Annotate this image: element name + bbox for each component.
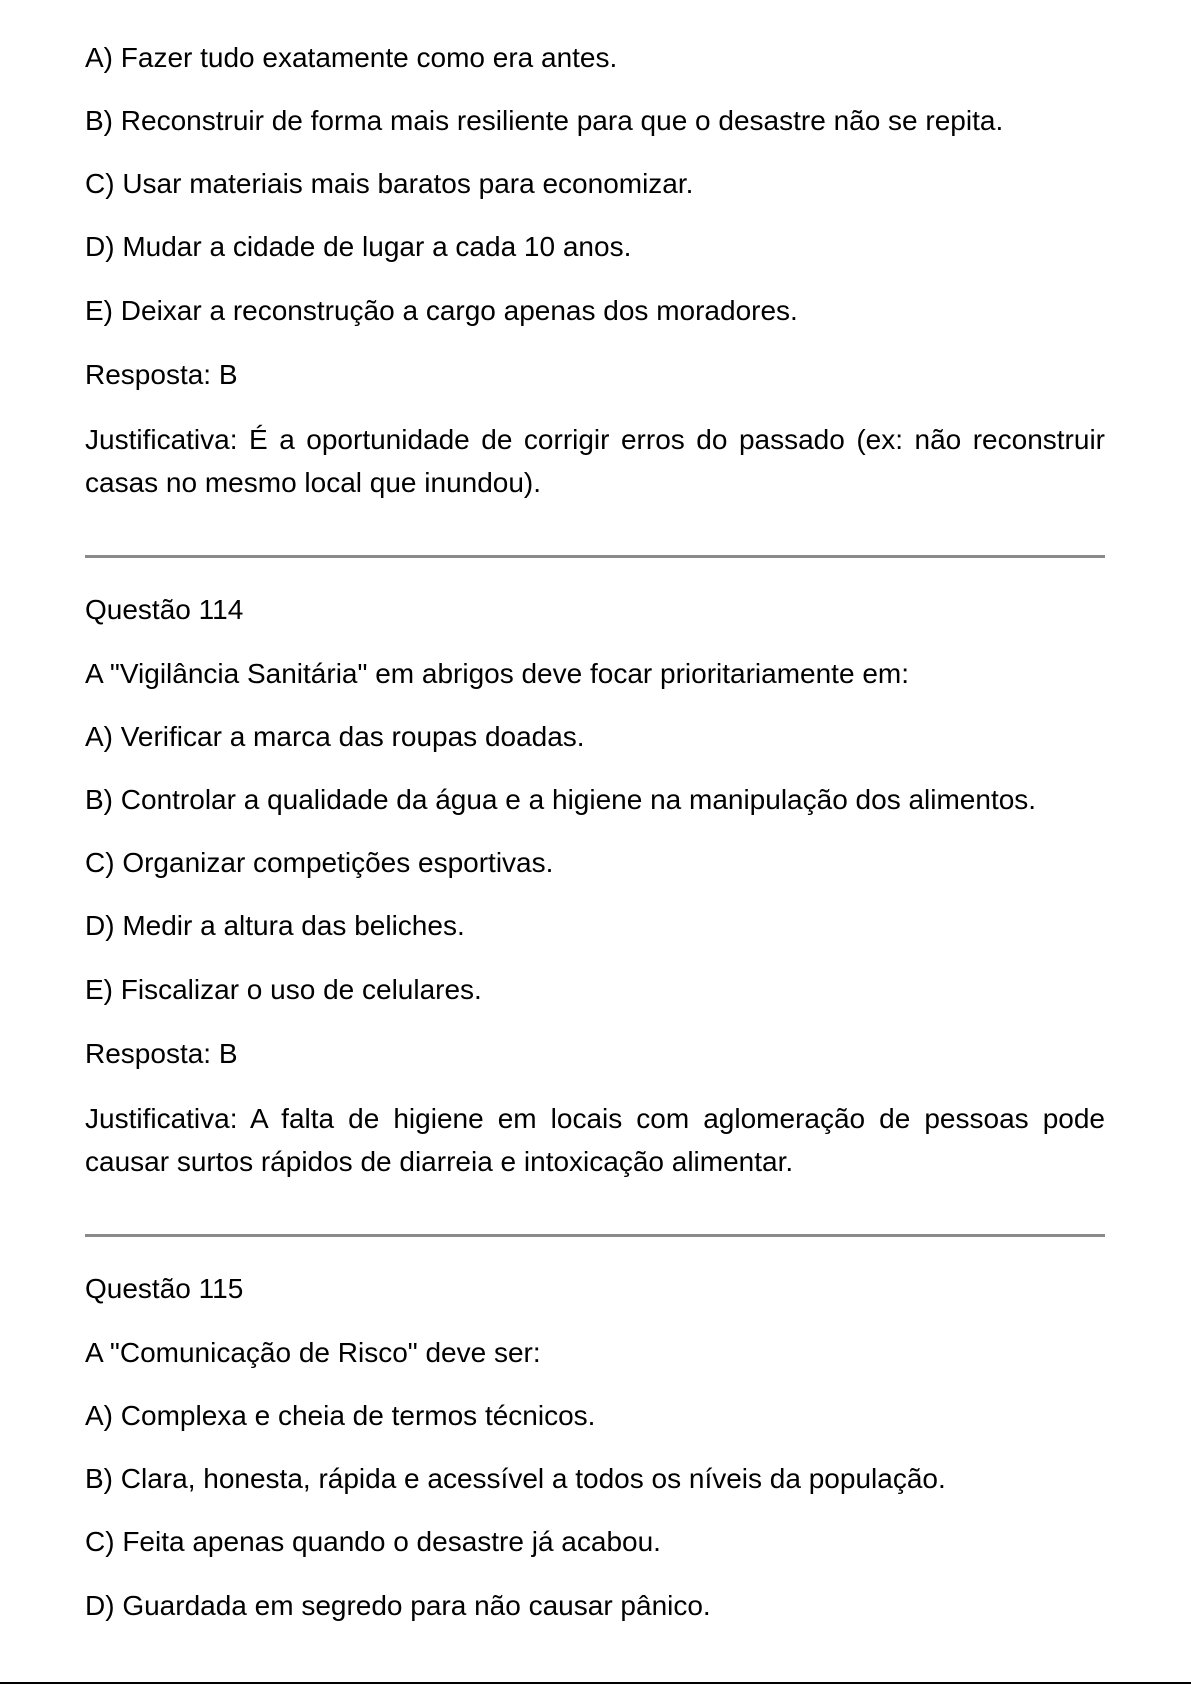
justification: Justificativa: A falta de higiene em locais com aglomeração de pessoas pode causar surtos rápidos de diarreia e intoxicação alimentar. bbox=[85, 1103, 1105, 1177]
page-bottom-edge bbox=[0, 1682, 1191, 1684]
option-a: A) Verificar a marca das roupas doadas. bbox=[85, 721, 585, 752]
section-divider bbox=[85, 1234, 1105, 1237]
option-d: D) Guardada em segredo para não causar pânico. bbox=[85, 1590, 711, 1621]
section-divider bbox=[85, 555, 1105, 558]
option-a: A) Fazer tudo exatamente como era antes. bbox=[85, 42, 618, 73]
option-b: B) Controlar a qualidade da água e a higiene na manipulação dos alimentos. bbox=[85, 784, 1037, 815]
option-d: D) Medir a altura das beliches. bbox=[85, 910, 465, 941]
option-e: E) Deixar a reconstrução a cargo apenas dos moradores. bbox=[85, 295, 798, 326]
option-b: B) Clara, honesta, rápida e acessível a todos os níveis da população. bbox=[85, 1463, 946, 1494]
option-a: A) Complexa e cheia de termos técnicos. bbox=[85, 1400, 596, 1431]
answer: Resposta: B bbox=[85, 359, 238, 390]
option-c: C) Feita apenas quando o desastre já acabou. bbox=[85, 1526, 661, 1557]
option-d: D) Mudar a cidade de lugar a cada 10 anos. bbox=[85, 231, 632, 262]
option-c: C) Organizar competições esportivas. bbox=[85, 847, 554, 878]
option-b: B) Reconstruir de forma mais resiliente para que o desastre não se repita. bbox=[85, 105, 1004, 136]
question-prompt: A "Vigilância Sanitária" em abrigos deve focar prioritariamente em: bbox=[85, 658, 909, 689]
question-title: Questão 115 bbox=[85, 1273, 244, 1304]
answer: Resposta: B bbox=[85, 1038, 238, 1069]
option-e: E) Fiscalizar o uso de celulares. bbox=[85, 974, 482, 1005]
option-c: C) Usar materiais mais baratos para economizar. bbox=[85, 168, 694, 199]
question-title: Questão 114 bbox=[85, 594, 244, 625]
question-prompt: A "Comunicação de Risco" deve ser: bbox=[85, 1337, 541, 1368]
justification: Justificativa: É a oportunidade de corrigir erros do passado (ex: não reconstruir casas no mesmo local que inundou). bbox=[85, 424, 1105, 498]
